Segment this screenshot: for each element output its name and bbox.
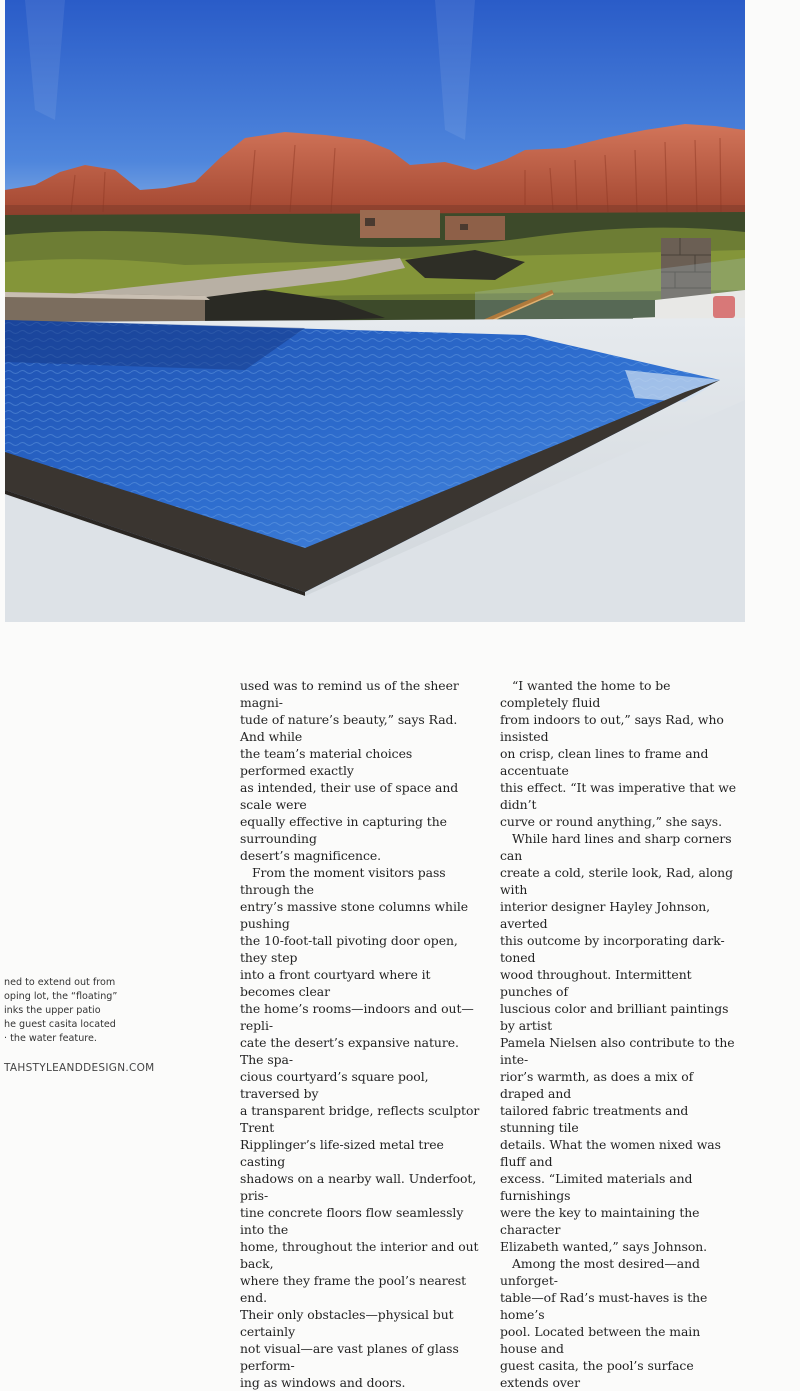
caption-line: he guest casita located <box>4 1019 116 1030</box>
pool-landscape-photo <box>5 0 745 622</box>
caption-line: ned to extend out from <box>4 977 116 988</box>
photo-illustration <box>5 0 745 622</box>
article-column-1 <box>240 677 480 1391</box>
article-paragraph: Among the most desired—and unforget- table—of Rad’s must-haves is the home’s pool. Located between the main house and guest casita, the pool’s surface extends over <box>500 1256 708 1390</box>
article-column-2 <box>500 677 740 1391</box>
article-paragraph: While hard lines and sharp corners can create a cold, sterile look, Rad, along with interior designer Hayley Johnson, averted this outcome by incorporating dark-toned wood throughout. Intermittent punches of luscious color and brilliant paintings by artist Pamela Nielsen also contribute to the inte- rior’s warmth, as does a mix of draped and tailored fabric treatments and stunning tile details. What the women nixed was fluff and excess. “Limited materials and furnishings were the key to maintaining the character Elizabeth wanted,” says Johnson. <box>500 831 735 1254</box>
article-paragraph: used was to remind us of the sheer magni- tude of nature’s beauty,” says Rad. And while the team’s material choices performed exactly as intended, their use of space and scale were equally effective in capturing the surrounding desert’s magnificence. <box>240 678 459 863</box>
photo-caption <box>4 976 144 1046</box>
article-paragraph: “I wanted the home to be completely fluid from indoors to out,” says Rad, who insisted on crisp, clean lines to frame and accentuate this effect. “It was imperative that we didn’t curve or round anything,” she says. <box>500 678 737 829</box>
footer-website: TAHSTYLEANDDESIGN.COM <box>4 1062 155 1074</box>
caption-line: inks the upper patio <box>4 1005 101 1016</box>
article-paragraph: From the moment visitors pass through the entry’s massive stone columns while pushing the 10-foot-tall pivoting door open, they step into a front courtyard where it becomes clear the home’s rooms—indoors and out—repli- cate the desert’s expansive nature. The spa- cious courtyard’s square pool, traversed by a transparent bridge, reflects sculptor Trent Ripplinger’s life-sized metal tree casting shadows on a nearby wall. Underfoot, pris- tine concrete floors flow seamlessly into the home, throughout the interior and out back, where they frame the pool’s nearest end. Their only obstacles—physical but certainly not visual—are vast planes of glass perform- ing as windows and doors. <box>240 865 480 1390</box>
caption-line: · the water feature. <box>4 1033 97 1044</box>
caption-line: oping lot, the “floating” <box>4 991 118 1002</box>
